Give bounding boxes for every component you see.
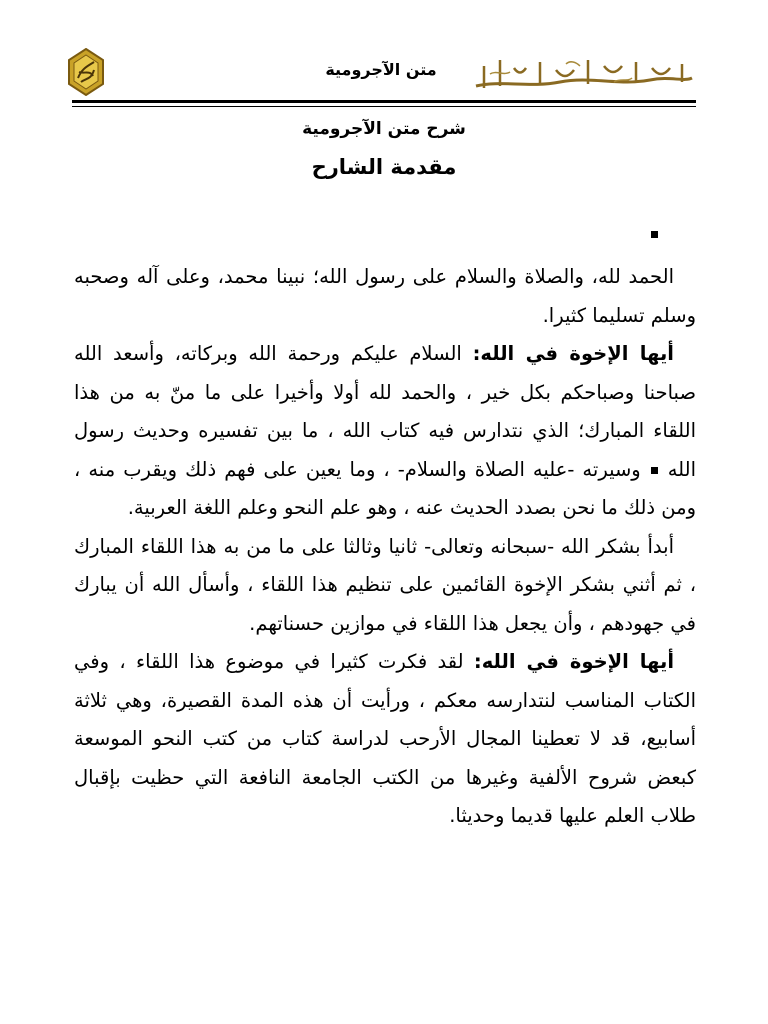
paragraph-1 bbox=[74, 258, 696, 335]
paragraph-2-text-continued: وسيرته -عليه الصلاة والسلام- ، وما يعين على فهم ذلك ويقرب منه ، ومن ذلك ما نحن بصدد الحديث عنه ، وهو علم النحو وعلم اللغة العربية. bbox=[74, 457, 696, 519]
paragraph-2-text: السلام عليكم ورحمة الله وبركاته، وأسعد الله صباحنا وصباحكم بكل خير ، والحمد لله أولا وأخيرا على ما منّ به من هذا اللقاء المبارك؛ الذي نتدارس فيه كتاب الله ، ما بين تفسيره وحديث رسول الله bbox=[74, 342, 696, 481]
salutation-mark-icon bbox=[651, 467, 658, 474]
paragraph-3 bbox=[74, 528, 696, 644]
page-header bbox=[66, 40, 696, 104]
paragraph-4-lead: أيها الإخوة في الله: bbox=[473, 650, 674, 673]
header-title: متن الآجرومية bbox=[325, 60, 437, 79]
paragraph-4 bbox=[74, 643, 696, 836]
section-title: مقدمة الشارح bbox=[311, 155, 457, 179]
body-text bbox=[74, 258, 696, 836]
paragraph-4-text: لقد فكرت كثيرا في موضوع هذا اللقاء ، وفي الكتاب المناسب لنتدارسه معكم ، ورأيت أن هذه المدة القصيرة، وهي ثلاثة أسابيع، قد لا تعطينا المجال الأرحب لدراسة كتاب من كتب النحو الموسعة كبعض شروح الألفية وغيرها من الكتب الجامعة النافعة التي حظيت بإقبال طلاب العلم عليها قديما وحديثا. bbox=[74, 650, 696, 827]
paragraph-3-text: أبدأ بشكر الله -سبحانه وتعالى- ثانيا وثالثا على ما من به هذا اللقاء المبارك ، ثم أثني بشكر الإخوة القائمين على تنظيم هذا اللقاء ، وأسأل الله أن يبارك في جهودهم ، وأن يجعل هذا اللقاء في موازين حسناتهم. bbox=[74, 534, 696, 635]
paragraph-2 bbox=[74, 335, 696, 528]
calligraphy-logo bbox=[470, 52, 696, 96]
header-rule-thick bbox=[72, 100, 696, 103]
gold-emblem-icon bbox=[66, 48, 106, 96]
calligraphy-logo-text: جامع شيخ الإسلام ابن تيمية bbox=[526, 72, 640, 83]
header-rule-thin bbox=[72, 106, 696, 107]
document-title: شرح متن الآجرومية bbox=[302, 119, 466, 139]
paragraph-2-lead: أيها الإخوة في الله: bbox=[472, 342, 674, 365]
bullet-marker bbox=[651, 231, 658, 238]
paragraph-1-text: الحمد لله، والصلاة والسلام على رسول الله؛ نبينا محمد، وعلى آله وصحبه وسلم تسليما كثيرا. bbox=[74, 265, 696, 327]
